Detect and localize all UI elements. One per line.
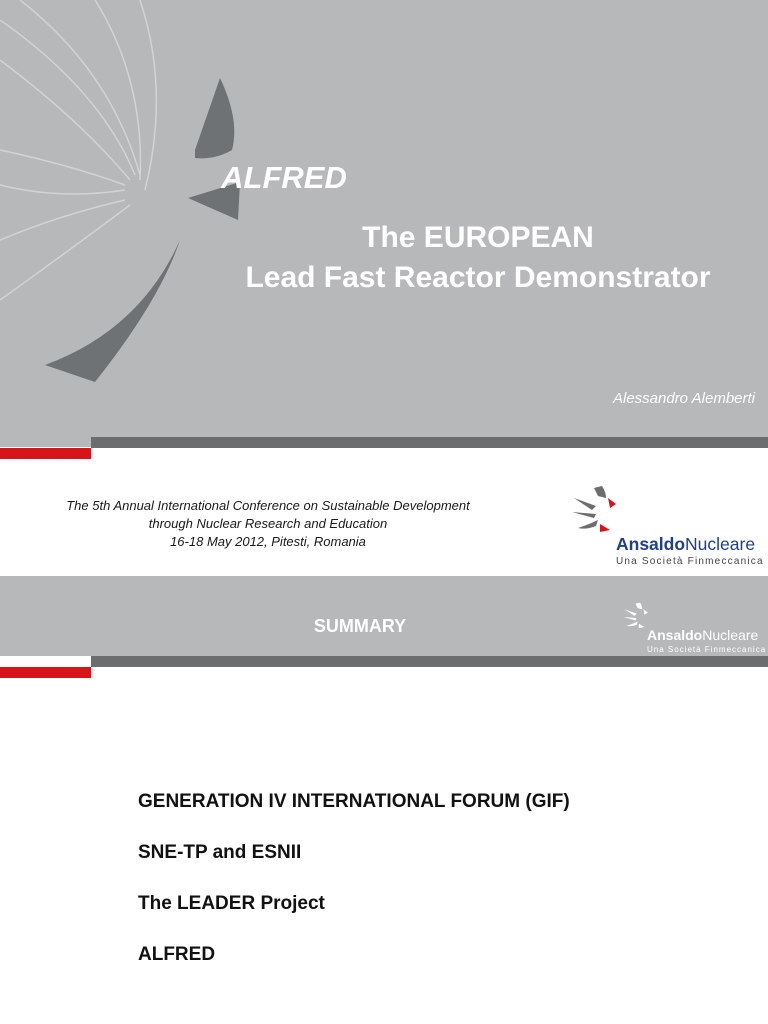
presentation-subtitle-line2: Lead Fast Reactor Demonstrator <box>245 261 711 294</box>
presentation-title: ALFRED <box>221 160 347 195</box>
presentation-subtitle-line1: The EUROPEAN <box>362 221 594 254</box>
conference-line3: 16-18 May 2012, Pitesti, Romania <box>170 534 366 549</box>
summary-item-leader-project: The LEADER Project <box>138 893 325 914</box>
summary-item-gif: GENERATION IV INTERNATIONAL FORUM (GIF) <box>138 791 570 812</box>
ansaldo-nucleare-logo-small <box>620 601 766 655</box>
author-name: Alessandro Alemberti <box>612 390 755 407</box>
logo-brand-part2: Nucleare <box>685 534 756 554</box>
summary-heading: SUMMARY <box>313 616 407 636</box>
title-slide <box>0 0 768 447</box>
logo-small-brand-part2: Nucleare <box>702 627 759 643</box>
logo-brand-part1: Ansaldo <box>616 534 686 554</box>
logo-tagline: Una Società Finmeccanica <box>616 556 764 567</box>
logo-small-brand-part1: Ansaldo <box>647 627 703 643</box>
conference-line2: through Nuclear Research and Education <box>148 516 388 531</box>
logo-small-tagline: Una Società Finmeccanica <box>647 645 767 654</box>
logo-swoosh-icon-small <box>620 601 650 633</box>
conference-line1: The 5th Annual International Conference on Sustainable Development <box>66 498 470 513</box>
conference-info <box>30 497 506 551</box>
logo-swoosh-icon <box>566 484 620 540</box>
summary-list <box>138 790 570 994</box>
summary-divider-bar-gray <box>91 656 768 667</box>
divider-bar-red <box>0 448 91 459</box>
summary-item-snetp-esnii: SNE-TP and ESNII <box>138 842 302 863</box>
summary-divider-bar-red <box>0 667 91 678</box>
divider-bar-gray <box>91 437 768 448</box>
summary-item-alfred: ALFRED <box>138 944 216 965</box>
ansaldo-nucleare-logo <box>566 484 766 570</box>
